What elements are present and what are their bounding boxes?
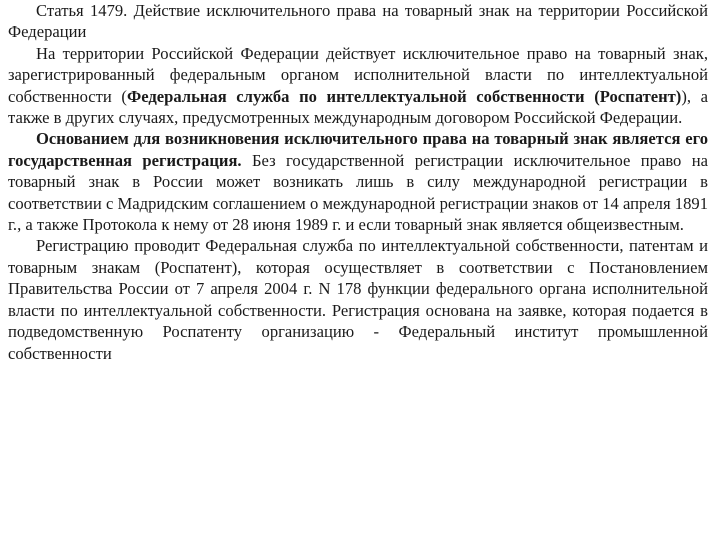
- article-heading: Статья 1479. Действие исключительного права на товарный знак на территории Российской Федерации: [8, 1, 708, 42]
- basis-paragraph: [8, 128, 708, 235]
- basis-text: Без государственной регистрации исключительное право на товарный знак в России может возникать лишь в силу международной регистрации в соответствии с Мадридским соглашением о международной регистрации знаков от 14 апреля 1891 г., а также Протокола к нему от 28 июня 1989 г. и если товарный знак является общеизвестным.: [8, 150, 709, 235]
- basis-bold: Основанием для возникновения исключительного права на товарный знак является его государственная регистрация.: [8, 129, 708, 170]
- territory-paragraph: [8, 43, 708, 129]
- article-heading-paragraph: [8, 0, 708, 43]
- rospatent-bold: Федеральная служба по интеллектуальной собственности (Роспатент): [126, 86, 682, 106]
- registration-text: Регистрацию проводит Федеральная служба по интеллектуальной собственности, патентам и товарным знакам (Роспатент), которая осуществляет в соответствии с Постановлением Правительства России от 7 апреля 2004 г. N 178 функции федерального органа исполнительной власти по интеллектуальной собственности. Регистрация основана на заявке, которая подается в подведомственную Роспатенту организацию - Федеральный институт промышленной собственности: [8, 236, 708, 363]
- territory-text-end: ), а также в других случаях, предусмотренных международным договором Российской Федерации.: [8, 86, 708, 128]
- document-body: [8, 0, 708, 364]
- registration-paragraph: [8, 235, 708, 363]
- territory-text-start: На территории Российской Федерации действует исключительное право на товарный знак, зарегистрированный федеральным органом исполнительной власти по интеллектуальной собственности (: [8, 43, 708, 106]
